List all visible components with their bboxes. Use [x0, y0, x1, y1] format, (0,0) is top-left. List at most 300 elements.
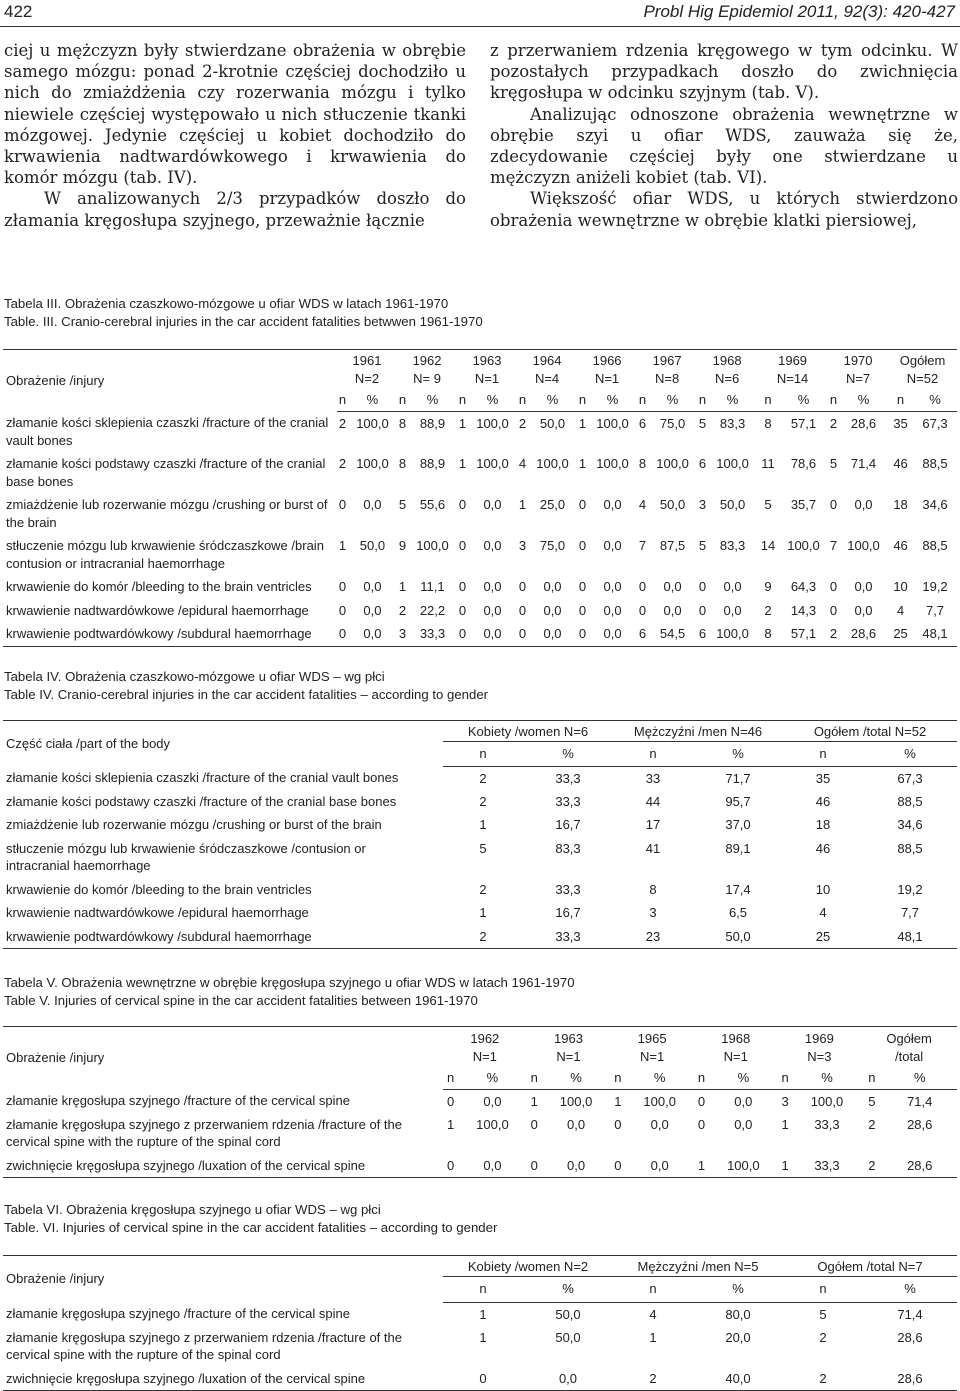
- cell: 1: [446, 1116, 455, 1132]
- group-header: Mężczyźni /men N=5: [613, 1256, 783, 1277]
- cell: 33,3: [555, 881, 581, 897]
- subheader-n: n: [613, 741, 693, 766]
- cell: 46: [815, 840, 831, 856]
- cell: 8: [638, 456, 647, 471]
- year-label: 1966: [592, 353, 622, 368]
- year-header: [527, 1027, 611, 1066]
- cell: 4: [649, 1306, 657, 1322]
- cell: 1: [778, 1154, 793, 1178]
- cell: 0,0: [468, 622, 517, 646]
- cell: 7: [638, 538, 647, 553]
- cell: 5: [698, 415, 707, 431]
- cell: 88,5: [897, 793, 923, 809]
- cell: 8: [398, 456, 407, 471]
- year-header: [757, 350, 828, 388]
- cell: 100,0: [416, 538, 449, 553]
- cell: 2: [479, 793, 487, 809]
- cell: 25: [783, 925, 863, 949]
- table-row: [3, 452, 957, 493]
- cell: 100,0: [709, 1154, 777, 1178]
- cell: 3: [397, 622, 408, 646]
- cell: 7: [829, 538, 838, 553]
- subheader-pct: %: [458, 1065, 526, 1089]
- cell: 95,7: [725, 793, 751, 809]
- header-row: [3, 350, 957, 388]
- row-label: złamanie kości podstawy czaszki /fracture of the cranial base bones: [6, 456, 326, 489]
- cell: 71,4: [850, 456, 877, 471]
- cell: 6: [697, 622, 708, 646]
- cell: 0,0: [567, 1116, 586, 1132]
- cell: 0,0: [363, 602, 382, 618]
- subheader-n: n: [694, 1065, 709, 1089]
- cell: 0: [446, 1093, 455, 1109]
- cell: 5: [764, 497, 772, 512]
- cell: 20,0: [725, 1329, 751, 1345]
- cell: 0,0: [483, 538, 502, 553]
- table-row: [3, 1302, 957, 1326]
- cell: 0: [443, 1367, 523, 1391]
- cell: 0,0: [663, 579, 682, 594]
- cell: 83,3: [555, 840, 581, 856]
- subheader-n: n: [697, 387, 708, 411]
- cell: 0: [458, 579, 467, 594]
- cell: 40,0: [693, 1367, 783, 1391]
- subheader-n: n: [443, 741, 523, 766]
- cell: 71,4: [907, 1093, 933, 1109]
- cell: 4: [896, 602, 905, 618]
- row-label: złamanie kręgosłupa szyjnego /fracture of the cervical spine: [6, 1093, 350, 1108]
- cell: 50,0: [719, 497, 746, 512]
- cell: 1: [338, 538, 347, 553]
- table-row: [3, 837, 957, 878]
- year-label: 1961: [352, 353, 382, 368]
- cell: 25,0: [539, 497, 566, 512]
- cell: 100,0: [356, 415, 389, 431]
- cell: 6,5: [728, 905, 748, 920]
- table-6-caption: [4, 1201, 497, 1237]
- cell: 0,0: [663, 602, 682, 618]
- cell: 100,0: [476, 415, 509, 431]
- header-row: [3, 721, 957, 742]
- cell: 0: [458, 538, 467, 553]
- subheader-n: n: [778, 1065, 793, 1089]
- year-header: [694, 1027, 778, 1066]
- subheader-pct: %: [863, 741, 957, 766]
- cell: 0: [638, 602, 647, 618]
- year-n: N=8: [654, 370, 680, 386]
- cell: 5: [868, 1093, 876, 1109]
- year-n: N=1: [723, 1048, 748, 1064]
- paragraph: Analizując odnoszone obrażenia wewnętrzne w obrębie szyi u ofiar WDS, zauważa się że, zdecydowanie częściej były one stwierdzane u mężczyzn aniżeli kobiet (tab. VI).: [490, 104, 958, 188]
- cell: 0,0: [348, 622, 397, 646]
- cell: 1: [398, 579, 407, 594]
- table-row: [3, 1367, 957, 1391]
- cell: 2: [828, 622, 839, 646]
- cell: 100,0: [847, 538, 880, 553]
- cell: 46: [893, 538, 908, 553]
- cell: 88,5: [922, 456, 948, 471]
- row-header: Obrażenie /injury: [3, 350, 337, 412]
- cell: 1: [530, 1093, 538, 1109]
- cell: 34,6: [922, 497, 948, 512]
- table-5: [3, 1026, 957, 1178]
- caption-en: Table. III. Cranio-cerebral injuries in the car accident fatalities betwwen 1961-1970: [4, 314, 483, 329]
- paragraph: Większość ofiar WDS, u których stwierdzono obrażenia wewnętrzne w obrębie klatki piersiowej,: [490, 189, 958, 230]
- year-label: 1963: [472, 353, 502, 368]
- cell: 41: [645, 840, 661, 856]
- year-label: 1967: [652, 353, 682, 368]
- cell: 1: [458, 415, 467, 431]
- cell: 100,0: [559, 1093, 593, 1109]
- cell: 0,0: [458, 1154, 526, 1178]
- subheader-n: n: [527, 1065, 542, 1089]
- cell: 6: [637, 622, 648, 646]
- subheader-pct: %: [408, 387, 457, 411]
- cell: 48,1: [863, 925, 957, 949]
- row-label: złamanie kości sklepienia czaszki /fracture of the cranial vault bones: [6, 415, 329, 448]
- row-label: krwawienie nadtwardówkowe /epidural haemorrhage: [6, 905, 309, 920]
- cell: 14: [760, 538, 776, 553]
- cell: 46: [815, 793, 831, 809]
- cell: 2: [764, 602, 772, 618]
- cell: 0: [518, 602, 527, 618]
- cell: 2: [819, 1329, 827, 1345]
- cell: 0: [458, 602, 467, 618]
- year-header: [577, 350, 637, 388]
- subheader-n: n: [757, 387, 779, 411]
- table-5-caption: [4, 974, 575, 1010]
- year-header: [443, 1027, 527, 1066]
- table-row: [3, 411, 957, 452]
- subheader-n: n: [517, 387, 528, 411]
- year-n: N= 9: [413, 370, 441, 386]
- year-label: 1969: [804, 1031, 834, 1046]
- subheader-n: n: [861, 1065, 882, 1089]
- cell: 80,0: [725, 1306, 751, 1322]
- subheader-pct: %: [625, 1065, 693, 1089]
- cell: 100,0: [708, 622, 757, 646]
- year-n: N=6: [714, 370, 740, 386]
- header-rule: [0, 26, 960, 27]
- year-label: 1968: [721, 1031, 751, 1046]
- cell: 5: [698, 538, 707, 553]
- subheader-pct: %: [779, 387, 828, 411]
- year-label: 1969: [778, 353, 808, 368]
- cell: 0,0: [483, 1093, 502, 1109]
- caption-pl: Tabela V. Obrażenia wewnętrzne w obrębie kręgosłupa szyjnego u ofiar WDS w latach 1961-1970: [4, 975, 575, 990]
- cell: 0,0: [483, 602, 502, 618]
- cell: 0,0: [523, 1367, 613, 1391]
- caption-en: Table IV. Cranio-cerebral injuries in the car accident fatalities – according to gender: [4, 687, 489, 702]
- table-row: [3, 925, 957, 949]
- cell: 1: [578, 415, 587, 431]
- cell: 33,3: [523, 925, 613, 949]
- year-label: Ogółem: [886, 1031, 932, 1046]
- year-label: Ogółem: [899, 353, 946, 368]
- cell: 100,0: [476, 1116, 509, 1132]
- table-4: [3, 720, 957, 949]
- subheader-pct: %: [468, 387, 517, 411]
- subheader-n: n: [783, 741, 863, 766]
- cell: 33,3: [555, 793, 581, 809]
- year-header: [888, 350, 957, 388]
- cell: 17: [645, 817, 661, 832]
- cell: 100,0: [596, 415, 629, 431]
- body-column-right: [490, 40, 958, 231]
- cell: 28,6: [897, 1329, 923, 1345]
- cell: 44: [645, 793, 661, 809]
- table-row: [3, 766, 957, 790]
- table-3-caption: [4, 295, 483, 331]
- header-row: [3, 1027, 957, 1066]
- cell: 57,1: [779, 622, 828, 646]
- year-label: 1963: [554, 1031, 583, 1046]
- caption-pl: Tabela III. Obrażenia czaszkowo-mózgowe u ofiar WDS w latach 1961-1970: [4, 296, 449, 311]
- cell: 1: [479, 817, 487, 832]
- row-label: złamanie kości podstawy czaszki /fracture of the cranial base bones: [6, 793, 397, 809]
- cell: 34,6: [897, 817, 923, 832]
- cell: 0: [697, 1116, 706, 1132]
- cell: 16,7: [555, 817, 581, 832]
- row-label: zwichnięcie kręgosłupa szyjnego /luxation of the cervical spine: [3, 1367, 443, 1391]
- subheader-n: n: [783, 1277, 863, 1302]
- subheader-pct: %: [528, 387, 577, 411]
- cell: 0,0: [603, 602, 622, 618]
- cell: 0,0: [542, 1154, 610, 1178]
- cell: 75,0: [539, 538, 566, 553]
- cell: 5: [829, 456, 838, 471]
- subheader-pct: %: [793, 1065, 861, 1089]
- cell: 0,0: [603, 538, 622, 553]
- group-header: Ogółem /total N=7: [783, 1256, 957, 1277]
- year-header: [637, 350, 697, 388]
- cell: 88,9: [419, 456, 446, 471]
- subheader-pct: %: [839, 387, 888, 411]
- year-n: N=1: [472, 1048, 497, 1064]
- cell: 87,5: [659, 538, 686, 553]
- cell: 0: [638, 579, 647, 594]
- cell: 0: [458, 497, 467, 512]
- subheader-n: n: [443, 1065, 458, 1089]
- year-label: 1964: [532, 353, 562, 368]
- cell: 18: [893, 497, 908, 512]
- cell: 1: [458, 456, 467, 471]
- cell: 28,6: [882, 1154, 957, 1178]
- cell: 2: [518, 415, 527, 431]
- cell: 48,1: [913, 622, 957, 646]
- cell: 71,7: [725, 770, 751, 786]
- cell: 8: [649, 881, 657, 897]
- cell: 2: [338, 415, 347, 431]
- cell: 0: [697, 1093, 706, 1109]
- cell: 0,0: [588, 622, 637, 646]
- cell: 0,0: [854, 497, 873, 512]
- cell: 54,5: [648, 622, 697, 646]
- cell: 1: [479, 1329, 487, 1345]
- cell: 0: [518, 579, 527, 594]
- table-row: [3, 878, 957, 902]
- cell: 8: [398, 415, 407, 431]
- year-n: /total: [895, 1048, 924, 1064]
- table-row: [3, 790, 957, 814]
- year-header: [697, 350, 757, 388]
- cell: 4: [518, 456, 527, 471]
- cell: 1: [518, 497, 527, 512]
- cell: 89,1: [725, 840, 751, 856]
- row-header: Część ciała /part of the body: [3, 721, 443, 767]
- year-label: 1965: [637, 1031, 667, 1046]
- cell: 88,5: [897, 840, 923, 856]
- cell: 0: [338, 497, 347, 512]
- group-header: Kobiety /women N=2: [443, 1256, 613, 1277]
- row-header: Obrażenie /injury: [3, 1027, 443, 1090]
- cell: 83,3: [719, 415, 746, 431]
- subheader-n: n: [337, 387, 348, 411]
- caption-pl: Tabela IV. Obrażenia czaszkowo-mózgowe u ofiar WDS – wg płci: [4, 669, 385, 684]
- table-row: [3, 1326, 957, 1367]
- row-label: zwichnięcie kręgosłupa szyjnego /luxation of the cervical spine: [3, 1154, 443, 1178]
- cell: 35: [815, 770, 831, 786]
- journal-reference: Probl Hig Epidemiol 2011, 92(3): 420-427: [643, 2, 955, 21]
- year-n: N=4: [534, 370, 560, 386]
- cell: 33,3: [408, 622, 457, 646]
- paragraph: z przerwaniem rdzenia kręgowego w tym odcinku. W pozostałych przypadkach doszło do zwichnięcia kręgosłupa w odcinku szyjnym (tab. V).: [490, 41, 958, 103]
- subheader-pct: %: [863, 1277, 957, 1302]
- year-n: N=2: [354, 370, 380, 386]
- cell: 50,0: [659, 497, 686, 512]
- year-header: [828, 350, 888, 388]
- cell: 0,0: [363, 497, 382, 512]
- cell: 0: [578, 579, 587, 594]
- cell: 0: [610, 1154, 625, 1178]
- subheader-n: n: [888, 387, 913, 411]
- cell: 64,3: [790, 579, 817, 594]
- cell: 1: [614, 1093, 622, 1109]
- cell: 2: [861, 1154, 882, 1178]
- cell: 33: [645, 770, 661, 786]
- row-label: złamanie kręgosłupa szyjnego /fracture of the cervical spine: [6, 1306, 350, 1321]
- cell: 33,3: [555, 770, 581, 786]
- cell: 0,0: [854, 602, 873, 618]
- subheader-pct: %: [523, 1277, 613, 1302]
- header-row: [3, 1256, 957, 1277]
- year-label: 1968: [712, 353, 742, 368]
- row-label: zmiażdżenie lub rozerwanie mózgu /crushing or burst of the brain: [6, 497, 328, 530]
- cell: 0: [338, 602, 347, 618]
- year-header: [610, 1027, 694, 1066]
- table-row: [3, 493, 957, 534]
- cell: 28,6: [850, 415, 877, 431]
- table-row: [3, 1089, 957, 1113]
- subheader-pct: %: [913, 387, 957, 411]
- year-header: [778, 1027, 862, 1066]
- cell: 1: [479, 905, 487, 920]
- cell: 5: [819, 1306, 827, 1322]
- caption-en: Table. VI. Injuries of cervical spine in the car accident fatalities – according to gender: [4, 1220, 498, 1235]
- cell: 0,0: [543, 602, 562, 618]
- year-label: 1962: [412, 353, 442, 368]
- cell: 78,6: [790, 456, 817, 471]
- cell: 0,0: [854, 579, 873, 594]
- year-label: 1970: [843, 353, 873, 368]
- cell: 88,5: [922, 538, 948, 553]
- cell: 0,0: [650, 1116, 669, 1132]
- cell: 0,0: [603, 579, 622, 594]
- subheader-pct: %: [523, 741, 613, 766]
- cell: 100,0: [643, 1093, 676, 1109]
- cell: 33,3: [814, 1116, 840, 1132]
- subheader-pct: %: [709, 1065, 777, 1089]
- year-n: N=1: [474, 370, 500, 386]
- cell: 2: [829, 415, 838, 431]
- table-row: [3, 813, 957, 837]
- subheader-n: n: [443, 1277, 523, 1302]
- page-number: 422: [4, 2, 33, 21]
- cell: 11,1: [420, 579, 445, 594]
- group-header: Ogółem /total N=52: [783, 721, 957, 742]
- cell: 19,2: [897, 881, 923, 897]
- cell: 2: [613, 1367, 693, 1391]
- cell: 50,0: [693, 925, 783, 949]
- row-label: stłuczenie mózgu lub krwawienie śródczaszkowe /brain contusion or intracranial haemorrhage: [6, 538, 324, 571]
- year-header: [457, 350, 517, 388]
- cell: 0,0: [543, 579, 562, 594]
- subheader-pct: %: [588, 387, 637, 411]
- cell: 50,0: [555, 1306, 581, 1322]
- cell: 0: [337, 622, 348, 646]
- cell: 0,0: [723, 602, 742, 618]
- cell: 3: [781, 1093, 789, 1109]
- cell: 2: [443, 925, 523, 949]
- subheader-n: n: [637, 387, 648, 411]
- cell: 0,0: [483, 579, 502, 594]
- group-header: Kobiety /women N=6: [443, 721, 613, 742]
- cell: 0: [577, 622, 588, 646]
- cell: 75,0: [659, 415, 686, 431]
- cell: 4: [819, 905, 827, 920]
- cell: 1: [649, 1329, 657, 1345]
- cell: 100,0: [356, 456, 389, 471]
- row-label: krwawienie podtwardówkowy /subdural haemorrhage: [3, 925, 443, 949]
- cell: 100,0: [810, 1093, 844, 1109]
- cell: 3: [698, 497, 707, 512]
- cell: 37,0: [725, 817, 751, 832]
- year-n: N=3: [807, 1048, 832, 1064]
- cell: 100,0: [716, 456, 749, 471]
- cell: 67,3: [922, 415, 948, 431]
- subheader-pct: %: [693, 741, 783, 766]
- table-row: [3, 901, 957, 925]
- cell: 2: [868, 1116, 876, 1132]
- paragraph: W analizowanych 2/3 przypadków doszło do złamania kręgosłupa szyjnego, przeważnie łącznie: [4, 189, 466, 230]
- row-label: zmiażdżenie lub rozerwanie mózgu /crushing or burst of the brain: [6, 817, 382, 832]
- cell: 0,0: [363, 579, 382, 594]
- cell: 6: [698, 456, 707, 471]
- year-header: [337, 350, 397, 388]
- cell: 17,4: [725, 881, 751, 897]
- cell: 4: [638, 497, 647, 512]
- cell: 0: [578, 602, 587, 618]
- subheader-n: n: [828, 387, 839, 411]
- cell: 9: [398, 538, 407, 553]
- cell: 50,0: [555, 1329, 581, 1345]
- cell: 0: [338, 579, 347, 594]
- subheader-n: n: [610, 1065, 625, 1089]
- cell: 0,0: [734, 1093, 753, 1109]
- cell: 0: [578, 497, 587, 512]
- row-label: złamanie kręgosłupa szyjnego z przerwaniem rdzenia /fracture of the cervical spine with the rupture of the spinal cord: [6, 1116, 402, 1149]
- cell: 14,3: [790, 602, 817, 618]
